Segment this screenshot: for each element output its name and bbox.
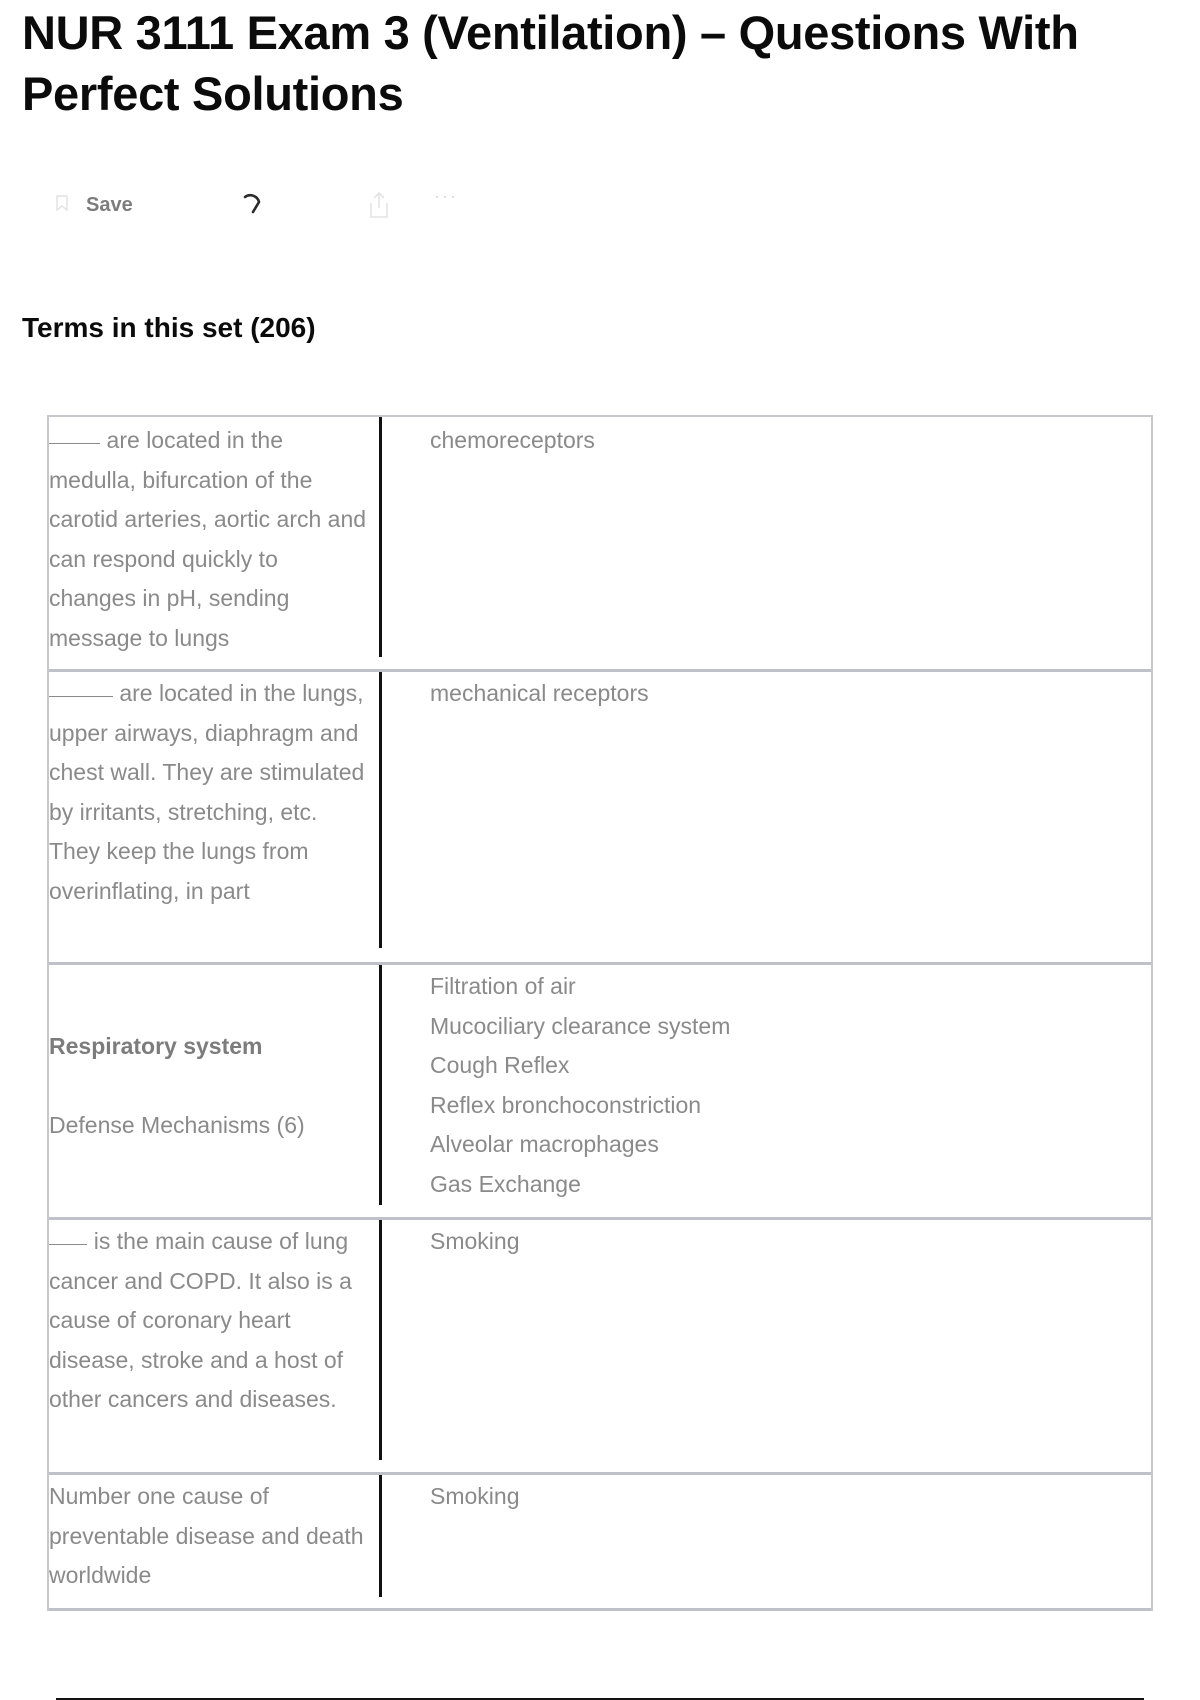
spinner-icon bbox=[240, 190, 264, 216]
card-term bbox=[49, 1027, 367, 1146]
term-blank bbox=[49, 674, 113, 697]
card-term bbox=[49, 1477, 367, 1596]
definition-line: Smoking bbox=[430, 1228, 520, 1254]
term-text: are located in the lungs, upper airways, diaphragm and chest wall. They are stimulated by irritants, stretching, etc. They keep the lungs from overinflating, in part bbox=[49, 680, 365, 904]
column-divider bbox=[379, 672, 382, 948]
definition-line: Filtration of air bbox=[430, 973, 576, 999]
card-term bbox=[49, 1222, 367, 1420]
save-label: Save bbox=[86, 194, 133, 216]
term-blank bbox=[49, 1222, 87, 1245]
table-row bbox=[49, 1475, 1151, 1611]
definition-line: Cough Reflex bbox=[430, 1052, 570, 1078]
card-definition bbox=[430, 421, 1130, 461]
term-blank bbox=[49, 421, 100, 444]
term-title: Respiratory system bbox=[49, 1033, 263, 1059]
toolbar bbox=[50, 186, 490, 224]
more-icon[interactable]: ··· bbox=[434, 186, 458, 206]
save-button[interactable] bbox=[50, 190, 170, 222]
table-row bbox=[49, 1220, 1151, 1475]
flashcard-table bbox=[47, 415, 1153, 1611]
definition-line: Gas Exchange bbox=[430, 1170, 581, 1197]
term-spacer bbox=[49, 1067, 367, 1107]
term-text: is the main cause of lung cancer and COPD. It also is a cause of coronary heart disease, stroke and a host of other cancers and diseases. bbox=[49, 1228, 352, 1412]
table-row bbox=[49, 965, 1151, 1220]
column-divider bbox=[379, 417, 382, 657]
term-text: Number one cause of preventable disease and death worldwide bbox=[49, 1483, 364, 1588]
table-row bbox=[49, 417, 1151, 672]
term-text: are located in the medulla, bifurcation of the carotid arteries, aortic arch and can respond quickly to changes in pH, sending message to lungs bbox=[49, 427, 367, 651]
definition-line: Smoking bbox=[430, 1483, 520, 1509]
column-divider bbox=[379, 1475, 382, 1597]
definition-line: chemoreceptors bbox=[430, 427, 595, 453]
definition-line: Reflex bronchoconstriction bbox=[430, 1091, 702, 1118]
card-definition bbox=[430, 967, 1130, 1204]
column-divider bbox=[379, 965, 382, 1205]
share-icon[interactable] bbox=[366, 190, 392, 220]
definition-line: Alveolar macrophages bbox=[430, 1131, 659, 1157]
table-row bbox=[49, 672, 1151, 965]
card-definition bbox=[430, 1477, 1130, 1517]
bookmark-icon bbox=[56, 195, 68, 211]
term-subtitle: Defense Mechanisms (6) bbox=[49, 1112, 305, 1138]
page-title: NUR 3111 Exam 3 (Ventilation) – Questions With Perfect Solutions bbox=[22, 6, 1079, 120]
card-term bbox=[49, 421, 367, 658]
definition-line: Mucociliary clearance system bbox=[430, 1012, 731, 1039]
definition-line: mechanical receptors bbox=[430, 680, 649, 706]
column-divider bbox=[379, 1220, 382, 1460]
card-definition bbox=[430, 674, 1130, 714]
card-term bbox=[49, 674, 367, 911]
card-definition bbox=[430, 1222, 1130, 1262]
terms-heading: Terms in this set (206) bbox=[22, 312, 316, 343]
